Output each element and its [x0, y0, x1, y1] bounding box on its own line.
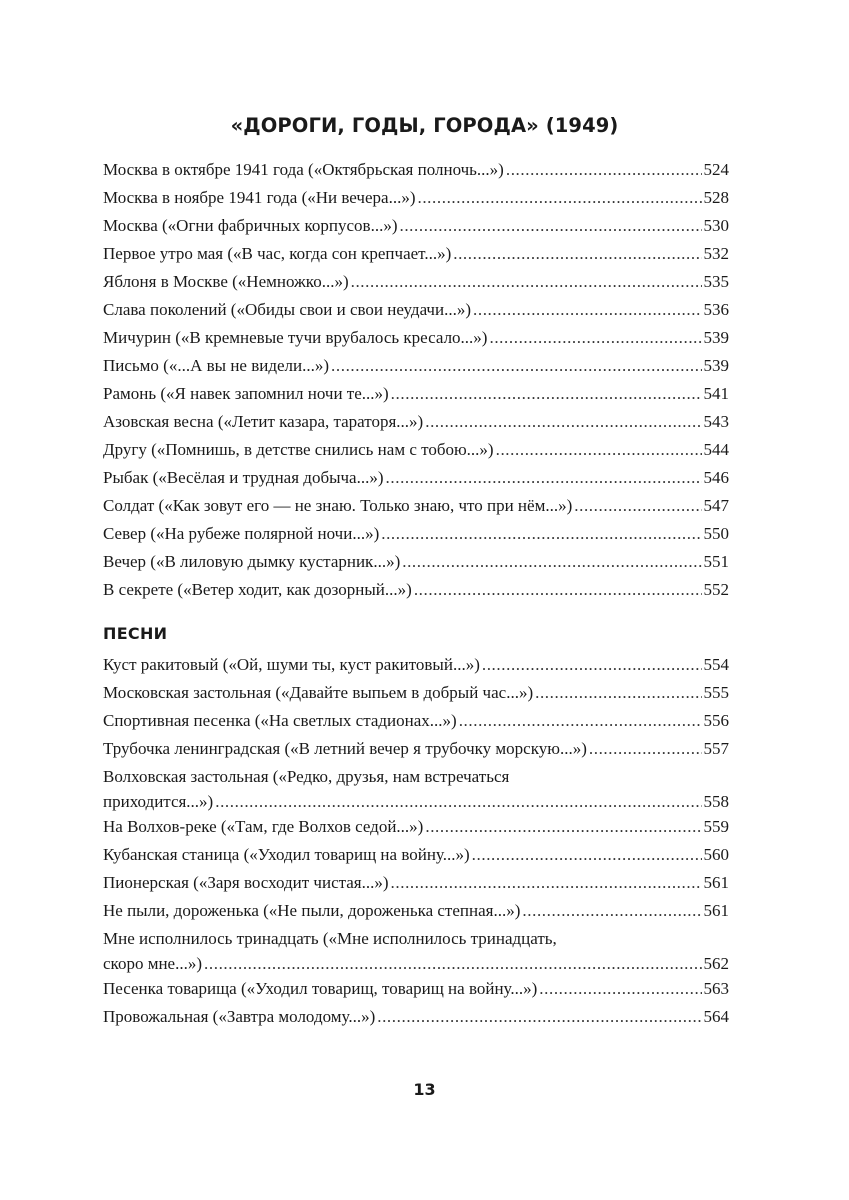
- toc-entry: [103, 576, 729, 604]
- entry-title: Москва в октябре 1941 года («Октябрьская полночь...»): [103, 160, 504, 179]
- dot-leader: [539, 975, 701, 1003]
- dot-leader: [391, 869, 702, 897]
- entry-title: Солдат («Как зовут его — не знаю. Только знаю, что при нём...»): [103, 496, 573, 515]
- entry-title: Пионерская («Заря восходит чистая...»): [103, 873, 389, 892]
- entry-title: Север («На рубеже полярной ночи...»): [103, 524, 380, 543]
- toc-entry: [103, 869, 729, 897]
- entry-title: Рамонь («Я навек запомнил ночи те...»): [103, 384, 389, 403]
- dot-leader: [204, 953, 701, 975]
- toc-entry: [103, 975, 729, 1003]
- entry-title: Спортивная песенка («На светлых стадионах...»): [103, 711, 457, 730]
- toc-entry: [103, 679, 729, 707]
- dot-leader: [506, 156, 702, 184]
- dot-leader: [377, 1003, 701, 1031]
- entry-title: Не пыли, дороженька («Не пыли, дороженька степная...»): [103, 901, 521, 920]
- entry-title-line2: скоро мне...»): [103, 954, 203, 973]
- toc-entry: [103, 520, 729, 548]
- toc-entry: [103, 841, 729, 869]
- dot-leader: [489, 324, 701, 352]
- entry-page-number: 543: [703, 412, 729, 431]
- dot-leader: [522, 897, 701, 925]
- entry-title: Кубанская станица («Уходил товарищ на войну...»): [103, 845, 470, 864]
- toc-entry: [103, 408, 729, 436]
- toc-entry: [103, 925, 729, 975]
- toc-entry: [103, 268, 729, 296]
- dot-leader: [417, 184, 701, 212]
- entry-page-number: 555: [703, 683, 729, 702]
- toc-entry: [103, 1003, 729, 1031]
- toc-entry: [103, 707, 729, 735]
- dot-leader: [574, 492, 701, 520]
- entry-title: Москва («Огни фабричных корпусов...»): [103, 216, 398, 235]
- entry-page-number: 536: [703, 300, 729, 319]
- entry-title: Рыбак («Весёлая и трудная добыча...»): [103, 468, 384, 487]
- toc-entry: [103, 212, 729, 240]
- entry-page-number: 546: [703, 468, 729, 487]
- entry-title: Слава поколений («Обиды свои и свои неудачи...»): [103, 300, 471, 319]
- toc-entry: [103, 380, 729, 408]
- entry-page-number: 559: [703, 817, 729, 836]
- entry-title: Письмо («...А вы не видели...»): [103, 356, 330, 375]
- entry-page-number: 532: [703, 244, 729, 263]
- entry-page-number: 556: [703, 711, 729, 730]
- entry-title: В секрете («Ветер ходит, как дозорный...»): [103, 580, 412, 599]
- entry-page-number: 535: [703, 272, 729, 291]
- entry-page-number: 554: [703, 655, 729, 674]
- entry-title: Провожальная («Завтра молодому...»): [103, 1007, 376, 1026]
- toc-entry: [103, 464, 729, 492]
- dot-leader: [472, 841, 702, 869]
- dot-leader: [399, 212, 701, 240]
- dot-leader: [391, 380, 702, 408]
- entry-page-number: 563: [703, 979, 729, 998]
- entry-title: Московская застольная («Давайте выпьем в добрый час...»): [103, 683, 534, 702]
- dot-leader: [453, 240, 701, 268]
- entry-page-number: 524: [703, 160, 729, 179]
- entry-title-line1: Мне исполнилось тринадцать («Мне исполнилось тринадцать,: [103, 929, 557, 948]
- entry-page-number: 539: [703, 328, 729, 347]
- toc-entry: [103, 184, 729, 212]
- entry-page-number: 551: [703, 552, 729, 571]
- dot-leader: [482, 651, 702, 679]
- entry-page-number: 558: [703, 792, 729, 811]
- entry-title: Азовская весна («Летит казара, тараторя...»): [103, 412, 424, 431]
- entry-page-number: 564: [703, 1007, 729, 1026]
- dot-leader: [496, 436, 702, 464]
- entry-page-number: 544: [703, 440, 729, 459]
- entry-page-number: 560: [703, 845, 729, 864]
- songs-heading: ПЕСНИ: [103, 624, 168, 643]
- entry-page-number: 562: [703, 954, 729, 973]
- dot-leader: [381, 520, 701, 548]
- entry-page-number: 557: [703, 739, 729, 758]
- entry-title: Москва в ноябре 1941 года («Ни вечера...»): [103, 188, 416, 207]
- toc-entry: [103, 436, 729, 464]
- toc-entry: [103, 352, 729, 380]
- toc-entry: [103, 651, 729, 679]
- entry-page-number: 561: [703, 873, 729, 892]
- dot-leader: [386, 464, 702, 492]
- entry-title-line2: приходится...»): [103, 792, 214, 811]
- page-number: 13: [413, 1080, 436, 1099]
- entry-page-number: 528: [703, 188, 729, 207]
- toc-entry: [103, 324, 729, 352]
- entry-continuation: [103, 791, 729, 813]
- dot-leader: [215, 791, 701, 813]
- dot-leader: [425, 408, 701, 436]
- dot-leader: [459, 707, 702, 735]
- dot-leader: [589, 735, 702, 763]
- entry-title: Другу («Помнишь, в детстве снились нам с тобою...»): [103, 440, 494, 459]
- entry-page-number: 539: [703, 356, 729, 375]
- toc-songs-list: [103, 651, 729, 1031]
- toc-entry: [103, 240, 729, 268]
- entry-continuation: [103, 953, 729, 975]
- entry-page-number: 550: [703, 524, 729, 543]
- toc-entry: [103, 763, 729, 813]
- toc-entry: [103, 813, 729, 841]
- toc-entry: [103, 897, 729, 925]
- section-title: «ДОРОГИ, ГОДЫ, ГОРОДА» (1949): [230, 114, 619, 137]
- entry-title: Вечер («В лиловую дымку кустарник...»): [103, 552, 401, 571]
- toc-entry: [103, 156, 729, 184]
- entry-title: Первое утро мая («В час, когда сон крепчает...»): [103, 244, 452, 263]
- entry-page-number: 552: [703, 580, 729, 599]
- entry-title: Трубочка ленинградская («В летний вечер я трубочку морскую...»): [103, 739, 587, 758]
- dot-leader: [473, 296, 702, 324]
- toc-entry: [103, 296, 729, 324]
- toc-entry: [103, 548, 729, 576]
- entry-page-number: 561: [703, 901, 729, 920]
- entry-title-line1: Волховская застольная («Редко, друзья, нам встречаться: [103, 767, 510, 786]
- dot-leader: [351, 268, 702, 296]
- dot-leader: [402, 548, 701, 576]
- entry-title: Песенка товарища («Уходил товарищ, товарищ на войну...»): [103, 979, 538, 998]
- dot-leader: [425, 813, 701, 841]
- entry-title: Яблоня в Москве («Немножко...»): [103, 272, 349, 291]
- entry-title: Мичурин («В кремневые тучи врубалось кресало...»): [103, 328, 488, 347]
- toc-entry: [103, 492, 729, 520]
- dot-leader: [331, 352, 701, 380]
- toc-poems-list: [103, 156, 729, 604]
- entry-title: Куст ракитовый («Ой, шуми ты, куст ракитовый...»): [103, 655, 480, 674]
- entry-page-number: 541: [703, 384, 729, 403]
- entry-page-number: 530: [703, 216, 729, 235]
- toc-entry: [103, 735, 729, 763]
- dot-leader: [535, 679, 701, 707]
- entry-title: На Волхов-реке («Там, где Волхов седой...»): [103, 817, 424, 836]
- entry-page-number: 547: [703, 496, 729, 515]
- dot-leader: [414, 576, 702, 604]
